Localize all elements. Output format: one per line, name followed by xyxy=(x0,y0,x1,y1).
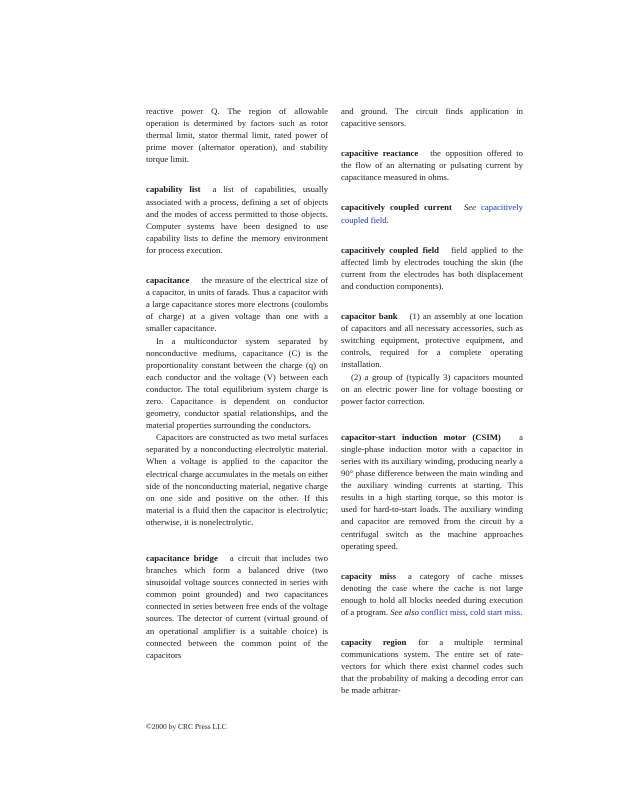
entry-capacitively-coupled-current xyxy=(341,201,523,225)
term-capacity-miss: capacity miss xyxy=(341,570,397,581)
entry-capability-list xyxy=(146,183,328,256)
see-reference: See xyxy=(463,202,476,213)
link-conflict-miss[interactable]: conflict miss xyxy=(421,607,466,617)
entry-capacitively-coupled-field xyxy=(341,244,523,292)
entry-capacitive-reactance xyxy=(341,147,523,183)
copyright-footer: ©2000 by CRC Press LLC xyxy=(146,722,227,731)
term-capability-list: capability list xyxy=(146,184,201,195)
left-column xyxy=(146,105,328,679)
term-capacitor-start-motor: capacitor-start induction motor (CSIM) xyxy=(341,431,501,442)
entry-capacity-region xyxy=(341,636,523,696)
definition-capacitive-reactance: the opposition offered to the flow of an alternating or pulsating current by capacitance measured in ohms. xyxy=(341,148,524,183)
capacitance-paragraph-3: Capacitors are constructed as two metal surfaces separated by a nonconducting electrolytic material. When a voltage is applied to the capacitor the electrical charge accumulates in the metals on either side of the nonconducting material, negative charge on one side and positive on the other. If this material is a fluid then the capacitor is electrolytic; otherwise, it is nonelectrolytic. xyxy=(146,432,328,527)
period: . xyxy=(520,607,523,617)
term-capacitively-coupled-current: capacitively coupled current xyxy=(341,202,452,213)
entry-capacitor-bank xyxy=(341,310,523,407)
capacitor-bank-paragraph-1 xyxy=(341,310,523,370)
definition-capacitor-start-motor: a single-phase induction motor with a capacitor in series with its auxiliary winding, producing nearly a 90° phase difference between the main winding and the auxiliary winding currents at starting. This results in a high starting torque, so this motor is used for hard-to-start loads. The auxiliary winding and capacitor are removed from the circuit by a centrifugal switch as the machine approaches operating speed. xyxy=(341,431,523,551)
term-capacity-region: capacity region xyxy=(341,637,407,648)
definition-capacitance-bridge: a circuit that includes two branches which form a balanced drive (two sinusoidal voltage sources connected in series with common point grounded) and two capacitances connected in series between free ends of the voltage sources. The detector of current (virtual ground of an operational amplifier is a suitable choice) is connected between the common point of the capacitors xyxy=(146,553,328,660)
term-capacitive-reactance: capacitive reactance xyxy=(341,148,419,159)
link-cold-start-miss[interactable]: cold start miss xyxy=(470,607,521,617)
term-capacitor-bank: capacitor bank xyxy=(341,311,398,322)
definition-capacitance: the measure of the electrical size of a capacitor, in units of farads. Thus a capacitor with a large capacitance stores more electrons (coulombs of charge) at a given voltage than one with a smaller capacitance. xyxy=(146,275,328,334)
capacitance-paragraph-2: In a multiconductor system separated by nonconductive mediums, capacitance (C) is the proportionality constant between the charge (q) on each conductor and the voltage (V) between each conductor. The total equilibrium system charge is zero. Capacitance is dependent on conductor geometry, conductor spatial relationships, and the material properties surrounding the conductors. xyxy=(146,335,328,431)
continuation-text: reactive power Q. The region of allowable operation is determined by factors such as rotor thermal limit, stator thermal limit, rated power of prime mover (alternator operation), and stability torque limit. xyxy=(146,106,328,165)
definition-capacity-region: for a multiple terminal communications system. The entire set of rate-vectors for which there exist channel codes such that the probability of making a decoding error can be made arbitrar- xyxy=(341,637,524,696)
definition-capability-list: a list of capabilities, usually associated with a process, defining a set of objects and the modes of access permitted to those objects. Computer systems have been designed to use capability lists to define the memory environment for process execution. xyxy=(146,184,328,255)
see-also-reference: See also xyxy=(390,607,419,617)
period: . xyxy=(386,214,389,225)
definition-capacity-miss: a category of cache misses denoting the case where the cache is not large enough to hold all blocks needed during execution of a program. xyxy=(341,570,523,617)
capacitance-paragraph-1 xyxy=(146,274,328,334)
term-capacitance: capacitance xyxy=(146,275,190,286)
entry-capacitance xyxy=(146,274,328,528)
term-capacitance-bridge: capacitance bridge xyxy=(146,553,218,563)
comma: , xyxy=(465,607,468,617)
entry-capacitance-bridge xyxy=(146,552,328,661)
capacitor-bank-paragraph-2: (2) a group of (typically 3) capacitors mounted on an electric power line for voltage boosting or power factor correction. xyxy=(341,371,523,406)
definition-capacitively-coupled-field: field applied to the affected limb by electrodes touching the skin (the current from the electrodes has both displacement and conduction components). xyxy=(341,244,523,291)
entry-capacitor-start-motor xyxy=(341,431,523,552)
entry-capacity-miss xyxy=(341,570,523,618)
right-column xyxy=(341,105,523,715)
link-capacitively-coupled-field[interactable]: capacitively coupled field xyxy=(341,202,523,225)
definition-capacitor-bank: (1) an assembly at one location of capacitors and all necessary accessories, such as switching equipment, protective equipment, and controls, required for a complete operating installation. xyxy=(341,311,523,370)
continuation-text-right: and ground. The circuit finds application in capacitive sensors. xyxy=(341,106,523,129)
term-capacitively-coupled-field: capacitively coupled field xyxy=(341,244,440,255)
